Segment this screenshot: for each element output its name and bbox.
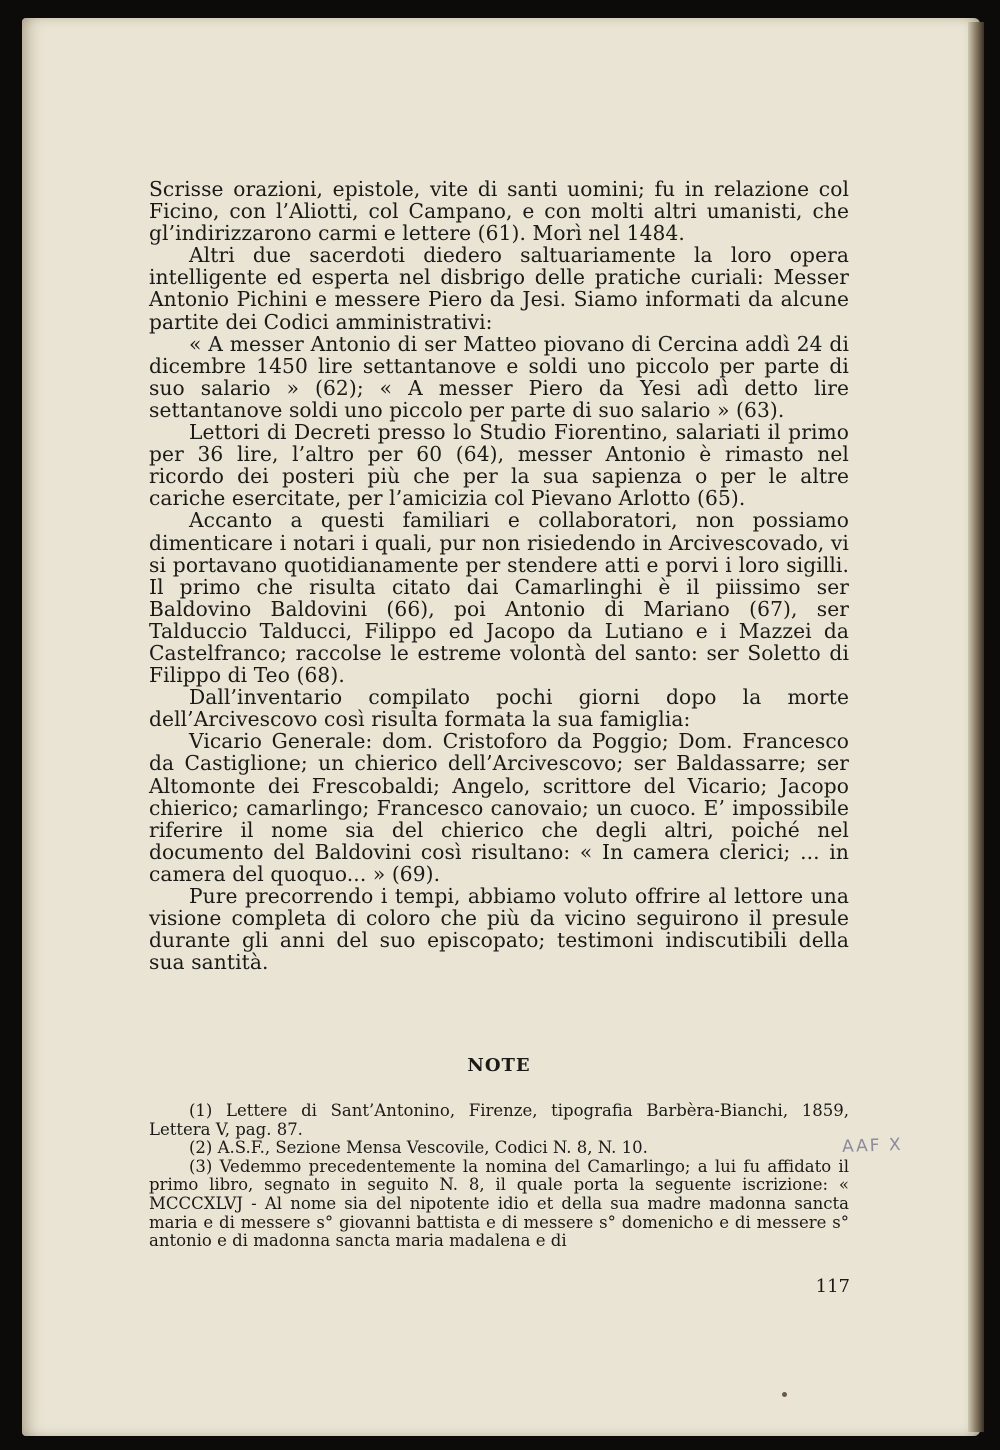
body-text	[149, 178, 849, 973]
footnote: (3) Vedemmo precedentemente la nomina del Camarlingo; a lui fu affidato il primo libro, segnato in seguito N. 8, il quale porta la seguente iscrizione: « MCCCXLVJ - Al nome sia del nipotente idio et della sua madre madonna sancta maria e di messere s° giovanni battista e di messere s° domenicho e di messere s° antonio e di madonna sancta maria madalena e di	[149, 1156, 849, 1251]
page-edge-right	[968, 22, 984, 1432]
pencil-annotation: AAF X	[841, 1134, 903, 1158]
paragraph: Scrisse orazioni, epistole, vite di santi uomini; fu in relazione col Ficino, con l’Aliotti, col Campano, e con molti altri umanisti, che gl’indirizzarono carmi e lettere (61). Morì nel 1484.	[149, 177, 849, 246]
footnote: (2) A.S.F., Sezione Mensa Vescovile, Codici N. 8, N. 10.	[189, 1138, 648, 1158]
paragraph: Altri due sacerdoti diedero saltuariamente la loro opera intelligente ed esperta nel disbrigo delle pratiche curiali: Messer Antonio Pichini e messere Piero da Jesi. Siamo informati da alcune partite dei Codici amministrativi:	[149, 243, 849, 334]
ink-speck	[782, 1392, 787, 1397]
notes-heading: NOTE	[467, 1055, 531, 1076]
paragraph: « A messer Antonio di ser Matteo piovano di Cercina addì 24 di dicembre 1450 lire settantanove e soldi uno piccolo per parte di suo salario » (62); « A messer Piero da Yesi adì detto lire settantanove soldi uno piccolo per parte di suo salario » (63).	[149, 331, 849, 422]
footnote: (1) Lettere di Sant’Antonino, Firenze, tipografia Barbèra-Bianchi, 1859, Lettera V, pag. 87.	[149, 1101, 849, 1139]
footnotes	[149, 1102, 849, 1251]
paragraph: Vicario Generale: dom. Cristoforo da Poggio; Dom. Francesco da Castiglione; un chierico dell’Arcivescovo; ser Baldassarre; ser Altomonte dei Frescobaldi; Angelo, scrittore del Vicario; Jacopo chierico; camarlingo; Francesco canovaio; un cuoco. E’ impossibile riferire il nome sia del chierico che degli altri, poiché nel documento del Baldovini così risultano: « In camera clerici; ... in camera del quoquo... » (69).	[149, 729, 849, 886]
paragraph: Accanto a questi familiari e collaboratori, non possiamo dimenticare i notari i quali, pur non risiedendo in Arcivescovado, vi si portavano quotidianamente per stendere atti e porvi i loro sigilli. Il primo che risulta citato dai Camarlinghi è il piissimo ser Baldovino Baldovini (66), poi Antonio di Mariano (67), ser Talduccio Talducci, Filippo ed Jacopo da Lutiano e i Mazzei da Castelfranco; raccolse le estreme volontà del santo: ser Soletto di Filippo di Teo (68).	[149, 508, 849, 688]
paragraph: Lettori di Decreti presso lo Studio Fiorentino, salariati il primo per 36 lire, l’altro per 60 (64), messer Antonio è rimasto nel ricordo dei posteri più che per la sua sapienza o per le altre cariche esercitate, per l’amicizia col Pievano Arlotto (65).	[149, 420, 849, 511]
page-number: 117	[815, 1276, 850, 1297]
paragraph: Pure precorrendo i tempi, abbiamo voluto offrire al lettore una visione completa di coloro che più da vicino seguirono il presule durante gli anni del suo episcopato; testimoni indiscutibili della sua santità.	[149, 884, 849, 975]
paragraph: Dall’inventario compilato pochi giorni dopo la morte dell’Arcivescovo così risulta formata la sua famiglia:	[149, 685, 849, 732]
